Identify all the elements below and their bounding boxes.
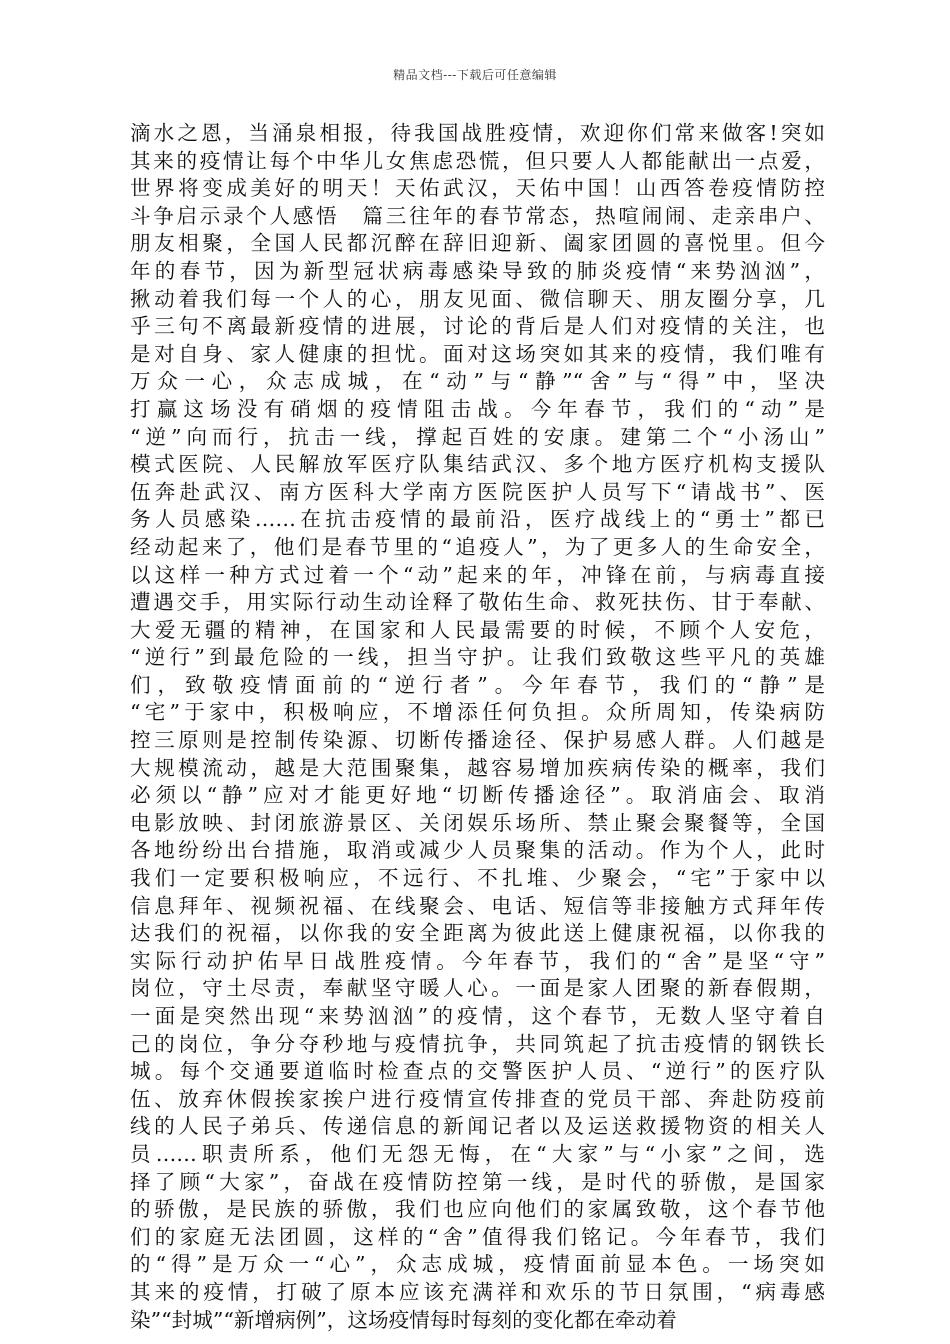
text-line: 伍、放弃休假挨家挨户进行疫情宣传排查的党员干部、奔赴防疫前 (130, 1086, 825, 1111)
text-line: 必须以“静”应对才能更好地“切断传播途径”。取消庙会、取消 (130, 783, 825, 808)
text-line: “逆”向而行，抗击一线，撑起百姓的安康。建第二个“小汤山” (130, 424, 825, 449)
text-line: 经动起来了，他们是春节里的“追疫人”，为了更多人的生命安全， (130, 534, 825, 559)
page-header: 精品文档---下载后可任意编辑 (393, 68, 557, 82)
text-line: 控三原则是控制传染源、切断传播途径、保护易感人群。人们越是 (130, 728, 825, 753)
text-line: 一面是突然出现“来势汹汹”的疫情，这个春节，无数人坚守着自 (130, 1004, 825, 1028)
text-line: 模式医院、人民解放军医疗队集结武汉、多个地方医疗机构支援队 (130, 452, 825, 477)
text-line: “逆行”到最危险的一线，担当守护。让我们致敬这些平凡的英雄 (130, 645, 825, 670)
text-line: 线的人民子弟兵、传递信息的新闻记者以及运送救援物资的相关人 (130, 1114, 825, 1139)
text-line: 务人员感染……在抗击疫情的最前沿，医疗战线上的“勇士”都已 (130, 507, 825, 532)
text-line: 我们一定要积极响应，不远行、不扎堆、少聚会，“宅”于家中以 (130, 866, 825, 891)
text-line: 择了顾“大家”，奋战在疫情防控第一线，是时代的骄傲，是国家 (130, 1169, 825, 1194)
text-line: 滴水之恩，当涌泉相报，待我国战胜疫情，欢迎你们常来做客!突如 (130, 121, 825, 145)
text-line: 城。每个交通要道临时检查点的交警医护人员、“逆行”的医疗队 (130, 1059, 825, 1084)
text-line: 世界将变成美好的明天！天佑武汉，天佑中国！山西答卷疫情防控 (130, 176, 825, 201)
text-line: 达我们的祝福，以你我的安全距离为彼此送上健康祝福，以你我的 (130, 921, 825, 946)
text-line: 是对自身、家人健康的担忧。面对这场突如其来的疫情，我们唯有 (130, 341, 825, 366)
text-line: 以这样一种方式过着一个“动”起来的年，冲锋在前，与病毒直接 (130, 562, 825, 587)
text-line: 电影放映、封闭旅游景区、关闭娱乐场所、禁止聚会聚餐等，全国 (130, 810, 825, 835)
text-line: 员……职责所系，他们无怨无悔，在“大家”与“小家”之间，选 (130, 1141, 825, 1166)
text-line: 染”“封城”“新增病例”，这场疫情每时每刻的变化都在牵动着 (130, 1307, 677, 1332)
text-line: 年的春节，因为新型冠状病毒感染导致的肺炎疫情“来势汹汹”， (130, 258, 825, 283)
text-line: 大爱无疆的精神，在国家和人民最需要的时候，不顾个人安危， (130, 617, 825, 642)
text-line: 信息拜年、视频祝福、在线聚会、电话、短信等非接触方式拜年传 (130, 893, 825, 918)
text-line: 打赢这场没有硝烟的疫情阻击战。今年春节，我们的“动”是 (130, 396, 825, 421)
text-line: 乎三句不离最新疫情的进展，讨论的背后是人们对疫情的关注，也 (130, 314, 825, 339)
text-line: 岗位，守土尽责，奉献坚守暖人心。一面是家人团聚的新春假期， (130, 976, 825, 1001)
text-line: 大规模流动，越是大范围聚集，越容易增加疾病传染的概率，我们 (130, 755, 825, 780)
text-line: 们的家庭无法团圆，这样的“舍”值得我们铭记。今年春节，我们 (130, 1224, 825, 1249)
text-line: 斗争启示录个人感悟 篇三往年的春节常态，热喧闹闹、走亲串户、 (130, 203, 825, 228)
text-line: 各地纷纷出台措施，取消或减少人员聚集的活动。作为个人，此时 (130, 838, 825, 863)
text-line: 其来的疫情让每个中华儿女焦虑恐慌，但只要人人都能献出一点爱， (130, 148, 825, 173)
text-line: 实际行动护佑早日战胜疫情。今年春节，我们的“舍”是坚“守” (130, 948, 825, 973)
text-line: 万众一心，众志成城，在“动”与“静”“舍”与“得”中，坚决 (130, 369, 825, 394)
text-line: 遭遇交手，用实际行动生动诠释了敬佑生命、救死扶伤、甘于奉献、 (130, 590, 825, 615)
text-line: 的骄傲，是民族的骄傲，我们也应向他们的家属致敬，这个春节他 (130, 1197, 825, 1222)
text-line: 们，致敬疫情面前的“逆行者”。今年春节，我们的“静”是 (130, 672, 825, 697)
text-line: “宅”于家中，积极响应，不增添任何负担。众所周知，传染病防 (130, 700, 825, 725)
text-line: 朋友相聚，全国人民都沉醉在辞旧迎新、阖家团圆的喜悦里。但今 (130, 231, 825, 256)
text-line: 伍奔赴武汉、南方医科大学南方医院医护人员写下“请战书”、医 (130, 479, 825, 504)
text-line: 揪动着我们每一个人的心，朋友见面、微信聊天、朋友圈分享，几 (130, 286, 825, 311)
document-body (130, 120, 825, 1334)
text-line: 己的岗位，争分夺秒地与疫情抗争，共同筑起了抗击疫情的钢铁长 (130, 1031, 825, 1056)
text-line: 的“得”是万众一“心”，众志成城，疫情面前显本色。一场突如 (130, 1252, 825, 1277)
text-line: 其来的疫情，打破了原本应该充满祥和欢乐的节日氛围，“病毒感 (130, 1279, 825, 1304)
